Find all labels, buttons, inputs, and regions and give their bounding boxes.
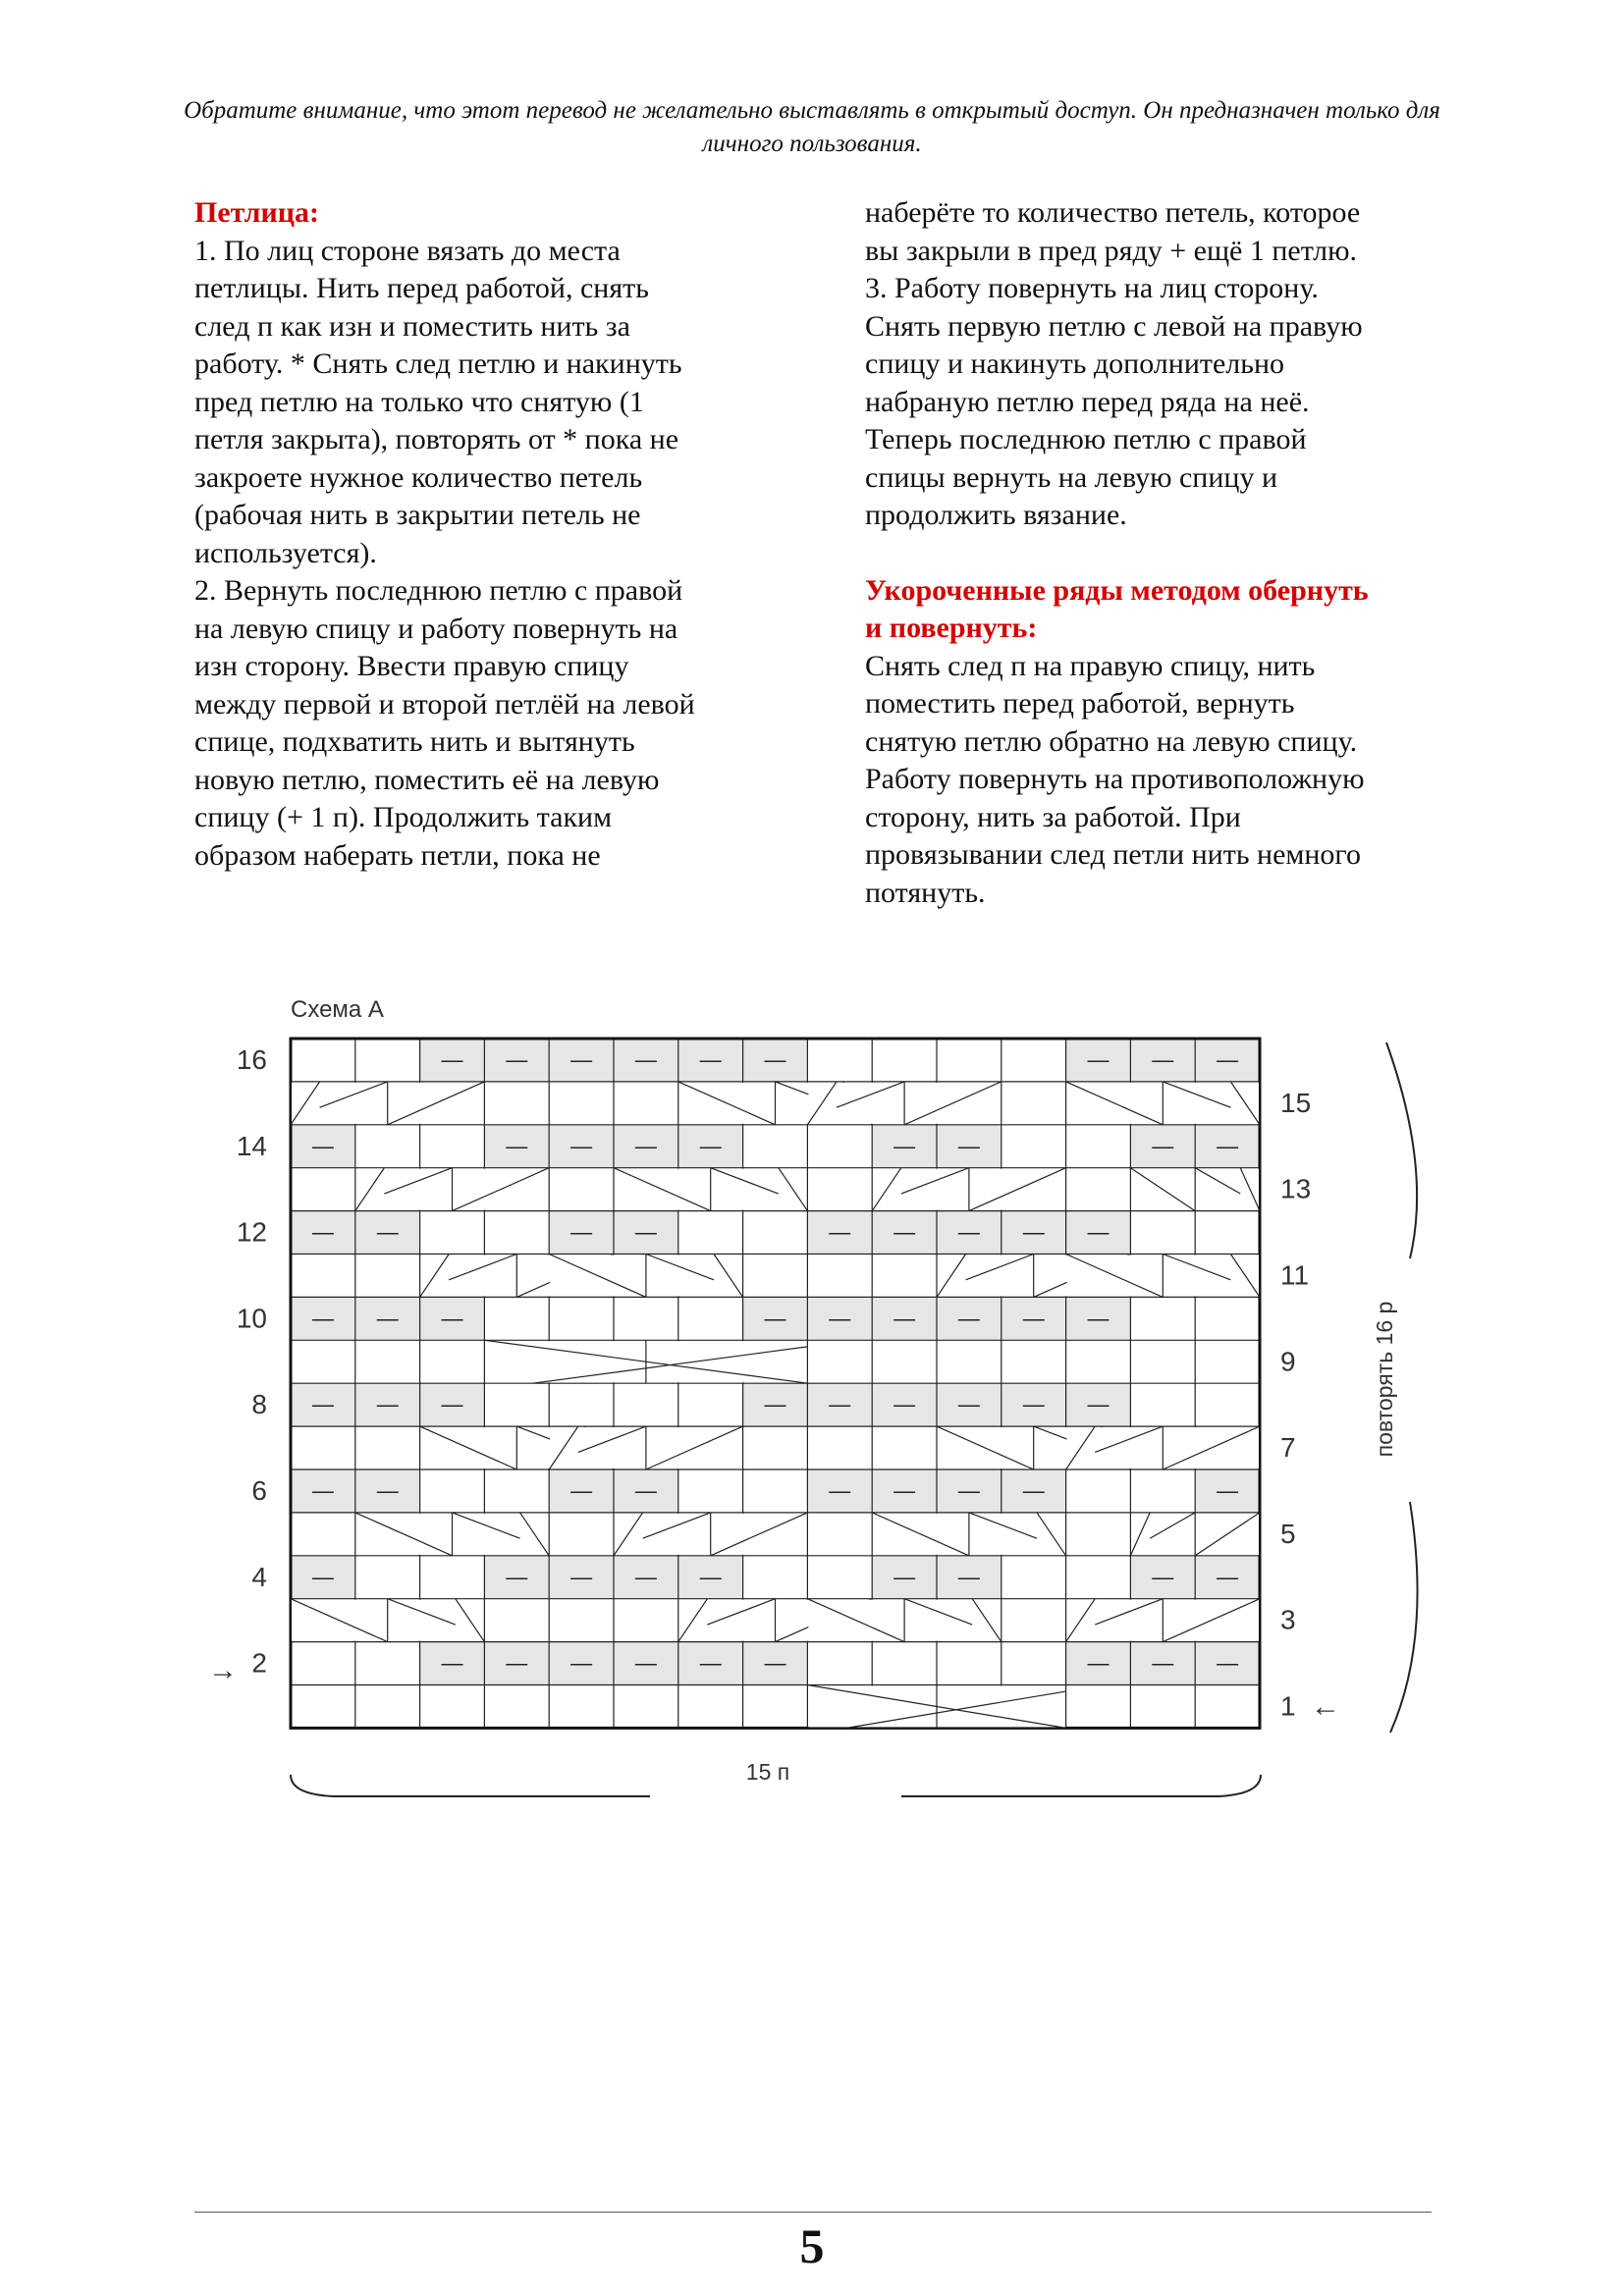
row-label-right: 7 [1280,1432,1296,1464]
buttonhole-step-2: 2. Вернуть последнюю петлю с правой на левую спицу и работу повернуть на изн сторону. Ввести правую спицу между первой и второй петлёй на левой спице, подхватить нить и вытянуть новую петлю, поместить её на левую спицу (+ 1 п). Продолжить таким образом наберать петли, пока не [194,574,695,872]
purl-symbol: — [570,1046,593,1072]
right-cross-cable [1066,1082,1260,1125]
purl-symbol: — [893,1564,916,1589]
purl-symbol: — [893,1306,916,1331]
buttonhole-step-3: 3. Работу повернуть на лиц сторону. Снять первую петлю с левой на правую спицу и накинуть дополнительно набраную петлю перед ряда на неё. Теперь последнюю петлю с правой спицы вернуть на левую спицу и продолжить вязание. [865,272,1363,531]
left-arrow-icon: → [208,1654,238,1686]
row-label-left: 6 [251,1474,267,1506]
purl-symbol: — [1022,1392,1045,1417]
purl-symbol: — [376,1306,399,1331]
purl-symbol: — [311,1564,334,1589]
page-number: 5 [799,2218,825,2273]
right-cross-cable [549,1255,742,1298]
left-cross-cable [549,1426,742,1469]
knitting-chart [0,972,1624,1816]
buttonhole-heading: Петлица: [194,196,320,229]
purl-symbol: — [1087,1046,1110,1072]
row-label-right: 11 [1280,1259,1310,1291]
purl-symbol: — [893,1477,916,1503]
purl-symbol: — [570,1477,593,1503]
purl-symbol: — [1152,1133,1174,1158]
purl-symbol: — [311,1219,334,1245]
purl-symbol: — [441,1392,463,1417]
purl-symbol: — [441,1046,463,1072]
center-cable [484,1340,807,1383]
right-column [865,194,1454,912]
row-label-left: 14 [236,1130,267,1161]
purl-symbol: — [957,1306,980,1331]
purl-symbol: — [829,1392,851,1417]
row-label-left: 8 [251,1389,267,1420]
purl-symbol: — [634,1133,657,1158]
purl-symbol: — [376,1477,399,1503]
purl-symbol: — [376,1219,399,1245]
row-label-left: 10 [236,1303,267,1334]
purl-symbol: — [311,1133,334,1158]
purl-symbol: — [1217,1046,1239,1072]
width-label: 15 п [745,1759,790,1785]
repeat-bracket-bottom [1390,1502,1418,1733]
chart-title: Схема А [291,996,384,1023]
purl-symbol: — [1152,1650,1174,1676]
row-label-left: 16 [236,1043,267,1075]
purl-symbol: — [829,1306,851,1331]
purl-symbol: — [506,1046,528,1072]
purl-symbol: — [1022,1219,1045,1245]
privacy-notice: Обратите внимание, что этот перевод не желательно выставлять в открытый доступ. Он предназначен только для личного пользования. [184,97,1440,157]
purl-symbol: — [441,1650,463,1676]
purl-symbol: — [1152,1564,1174,1589]
purl-symbol: — [764,1650,786,1676]
purl-symbol: — [1087,1650,1110,1676]
purl-symbol: — [957,1564,980,1589]
right-cross-cable [872,1513,1065,1556]
width-bracket-right [901,1775,1261,1796]
left-cross-cable [1130,1513,1260,1556]
row-label-right: 3 [1280,1604,1296,1635]
purl-symbol: — [1217,1650,1239,1676]
purl-symbol: — [1087,1219,1110,1245]
row-label-left: 12 [236,1216,267,1248]
left-cross-cable [1066,1599,1260,1642]
purl-symbol: — [441,1306,463,1331]
purl-symbol: — [957,1477,980,1503]
purl-symbol: — [1217,1564,1239,1589]
purl-symbol: — [1152,1046,1174,1072]
center-cable [807,1685,1065,1729]
purl-symbol: — [1217,1133,1239,1158]
purl-symbol: — [1217,1477,1239,1503]
purl-symbol: — [1087,1306,1110,1331]
purl-symbol: — [699,1133,722,1158]
row-label-right: 9 [1280,1346,1296,1377]
buttonhole-step-1: 1. По лиц стороне вязать до места петлицы. Нить перед работой, снять след п как изн и поместить нить за работу. * Снять след петлю и накинуть пред петлю на только что снятую (1 петля закрыта), повторять от * пока не закроете нужное количество петель (рабочая нить в закрытии петель не используется). [194,234,682,569]
right-cross-cable [807,1599,1001,1642]
purl-symbol: — [764,1046,786,1072]
purl-symbol: — [506,1564,528,1589]
purl-symbol: — [893,1392,916,1417]
purl-symbol: — [570,1564,593,1589]
purl-symbol: — [957,1133,980,1158]
buttonhole-step-2-continued: наберёте то количество петель, которое вы закрыли в пред ряду + ещё 1 петлю. [865,196,1361,267]
row-label-right: 13 [1280,1173,1312,1204]
purl-symbol: — [570,1133,593,1158]
purl-symbol: — [893,1219,916,1245]
purl-symbol: — [506,1133,528,1158]
purl-symbol: — [764,1306,786,1331]
row-label-right: 15 [1280,1087,1312,1118]
purl-symbol: — [699,1046,722,1072]
purl-symbol: — [634,1564,657,1589]
left-cross-cable [291,1082,484,1125]
right-cross-cable [1130,1168,1260,1211]
purl-symbol: — [506,1650,528,1676]
row-label-right: 5 [1280,1518,1296,1549]
purl-symbol: — [1022,1306,1045,1331]
purl-symbol: — [311,1392,334,1417]
purl-symbol: — [957,1392,980,1417]
right-cross-cable [1066,1255,1260,1298]
left-cross-cable [614,1513,807,1556]
purl-symbol: — [829,1477,851,1503]
left-cross-cable [355,1168,549,1211]
purl-symbol: — [829,1219,851,1245]
purl-symbol: — [893,1133,916,1158]
purl-symbol: — [1022,1477,1045,1503]
purl-symbol: — [634,1219,657,1245]
purl-symbol: — [1087,1392,1110,1417]
footer-rule [194,2212,1432,2213]
right-arrow-icon: ← [1311,1690,1340,1723]
width-bracket-left [291,1775,650,1796]
purl-symbol: — [311,1477,334,1503]
purl-symbol: — [570,1650,593,1676]
purl-symbol: — [699,1650,722,1676]
row-label-left: 4 [251,1561,267,1592]
left-cross-cable [872,1168,1065,1211]
right-cross-cable [291,1599,484,1642]
purl-symbol: — [570,1219,593,1245]
purl-symbol: — [634,1046,657,1072]
purl-symbol: — [957,1219,980,1245]
left-cross-cable [807,1082,1001,1125]
short-rows-heading: Укороченные ряды методом обернуть и повернуть: [865,573,1369,644]
right-cross-cable [614,1168,807,1211]
repeat-label: повторять 16 р [1372,1301,1397,1458]
purl-symbol: — [634,1650,657,1676]
paragraph-gap [865,535,1454,572]
row-label-right: 1 [1280,1690,1296,1722]
purl-symbol: — [376,1392,399,1417]
right-cross-cable [355,1513,549,1556]
left-cross-cable [1066,1426,1260,1469]
left-column [194,194,784,875]
purl-symbol: — [699,1564,722,1589]
purl-symbol: — [764,1392,786,1417]
row-label-left: 2 [251,1647,267,1679]
repeat-bracket-top [1386,1042,1417,1258]
purl-symbol: — [311,1306,334,1331]
short-rows-instructions: Снять след п на правую спицу, нить поместить перед работой, вернуть снятую петлю обратно на левую спицу. Работу повернуть на противоположную сторону, нить за работой. При провязывании след петли нить немного потянуть. [865,649,1365,909]
purl-symbol: — [634,1477,657,1503]
